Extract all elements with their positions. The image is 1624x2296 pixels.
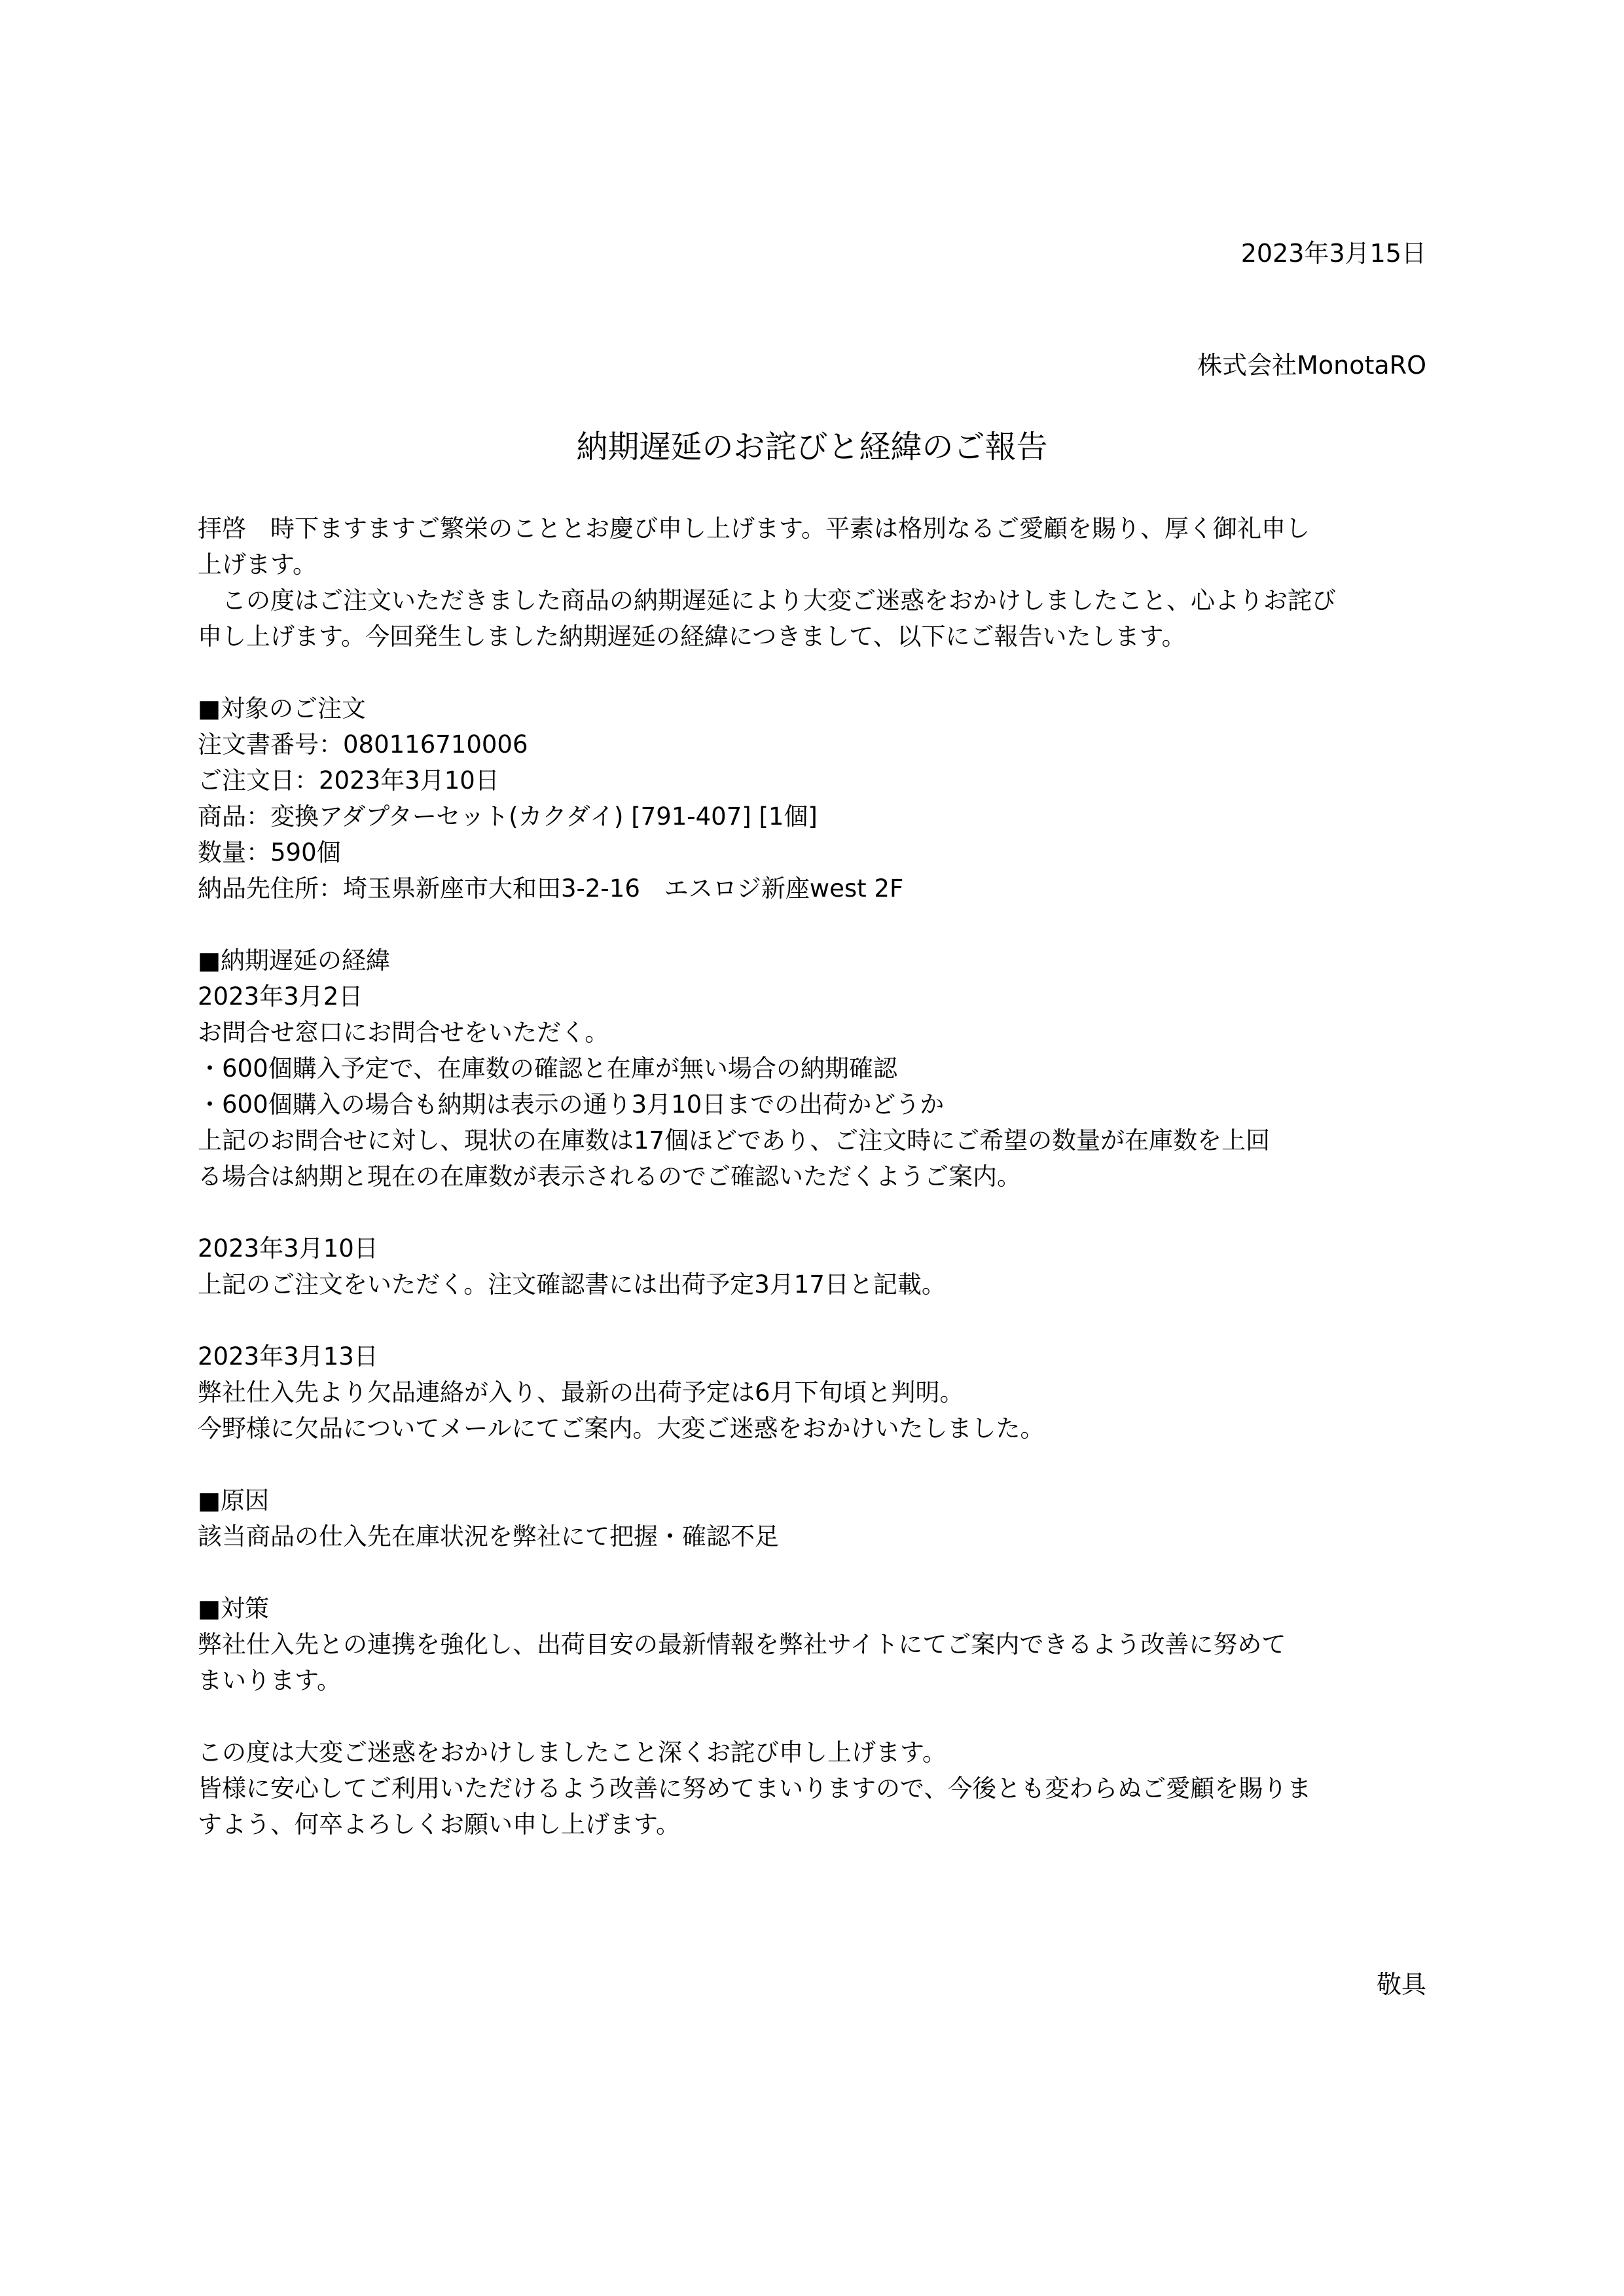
order-quantity: 数量：590個 (198, 838, 341, 867)
closing-phrase: 敬具 (1376, 1970, 1426, 1999)
letter-body (198, 511, 1428, 1842)
order-product: 商品：変換アダプターセット(カクダイ) [791-407] [1個] (198, 802, 818, 831)
intro-line: 拝啓 時下ますますご繁栄のこととお慶び申し上げます。平素は格別なるご愛顧を賜り、厚く御礼申し (198, 514, 1310, 543)
measures-line: まいります。 (198, 1666, 342, 1695)
conclusion-line: すよう、何卒よろしくお願い申し上げます。 (198, 1810, 681, 1839)
spacer (198, 1446, 1428, 1482)
history-date: 2023年3月2日 (198, 982, 363, 1011)
letter-date: 2023年3月15日 (1240, 239, 1426, 268)
intro-line: 申し上げます。今回発生しました納期遅延の経緯につきまして、以下にご報告いたします。 (198, 622, 1186, 651)
history-line: お問合せ窓口にお問合せをいただく。 (198, 1018, 609, 1047)
letter-title: 納期遅延のお詫びと経緯のご報告 (576, 429, 1048, 465)
spacer (198, 1302, 1428, 1338)
spacer (198, 906, 1428, 942)
history-date: 2023年3月10日 (198, 1234, 378, 1263)
conclusion-line: この度は大変ご迷惑をおかけしましたこと深くお詫び申し上げます。 (198, 1738, 947, 1767)
order-number: 注文書番号：080116710006 (198, 730, 528, 759)
order-date: ご注文日：2023年3月10日 (198, 766, 499, 795)
intro-line: 上げます。 (198, 550, 317, 579)
measures-line: 弊社仕入先との連携を強化し、出荷目安の最新情報を弊社サイトにてご案内できるよう改善に努めて (198, 1630, 1286, 1659)
history-line: 上記のお問合せに対し、現状の在庫数は17個ほどであり、ご注文時にご希望の数量が在庫数を上回 (198, 1126, 1271, 1155)
history-line: ・600個購入予定で、在庫数の確認と在庫が無い場合の納期確認 (198, 1054, 897, 1083)
spacer (198, 655, 1428, 691)
cause-heading: ■原因 (198, 1486, 269, 1515)
history-line: 上記のご注文をいただく。注文確認書には出荷予定3月17日と記載。 (198, 1270, 946, 1299)
conclusion-line: 皆様に安心してご利用いただけるよう改善に努めてまいりますので、今後とも変わらぬご愛顧を賜りま (198, 1774, 1312, 1803)
history-heading: ■納期遅延の経緯 (198, 946, 390, 975)
history-date: 2023年3月13日 (198, 1342, 378, 1371)
history-line: ・600個購入の場合も納期は表示の通り3月10日までの出荷かどうか (198, 1090, 945, 1119)
spacer (198, 1554, 1428, 1590)
intro-line: この度はご注文いただきました商品の納期遅延により大変ご迷惑をおかけしましたこと、心よりお詫び (198, 586, 1336, 615)
measures-heading: ■対策 (198, 1594, 269, 1623)
history-line: 今野様に欠品についてメールにてご案内。大変ご迷惑をおかけいたしました。 (198, 1414, 1045, 1443)
sender-company: 株式会社MonotaRO (1197, 351, 1426, 380)
spacer (198, 1698, 1428, 1734)
order-address: 納品先住所：埼玉県新座市大和田3-2-16 エスロジ新座west 2F (198, 874, 904, 903)
history-line: る場合は納期と現在の在庫数が表示されるのでご確認いただくようご案内。 (198, 1162, 1021, 1191)
spacer (198, 1194, 1428, 1230)
cause-line: 該当商品の仕入先在庫状況を弊社にて把握・確認不足 (198, 1522, 779, 1551)
order-heading: ■対象のご注文 (198, 694, 366, 723)
history-line: 弊社仕入先より欠品連絡が入り、最新の出荷予定は6月下旬頃と判明。 (198, 1378, 964, 1407)
